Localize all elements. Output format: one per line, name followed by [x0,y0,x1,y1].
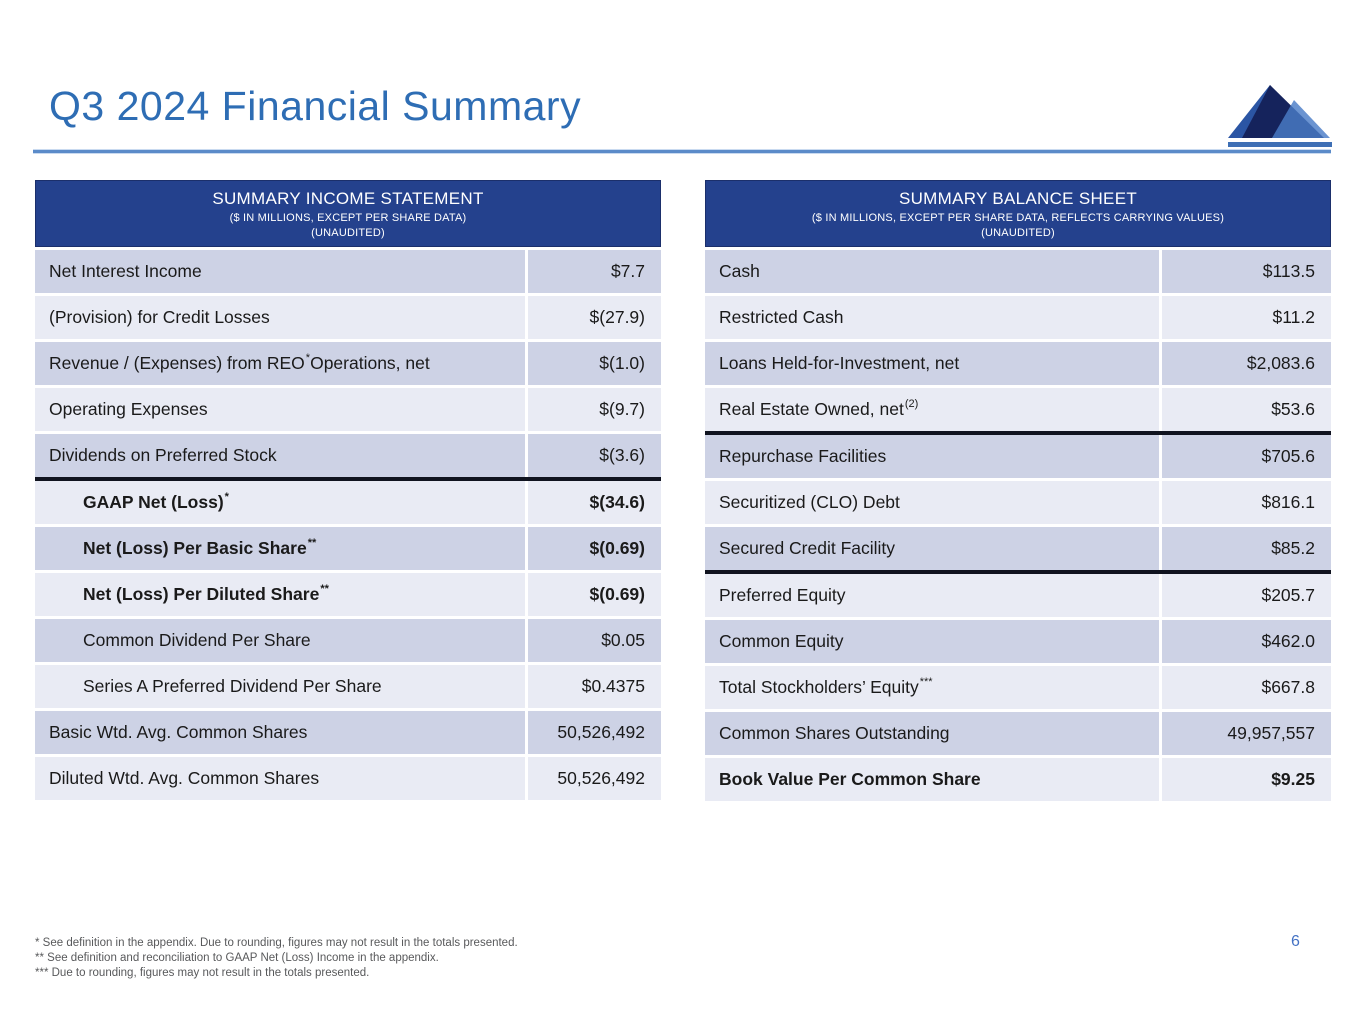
table-row [705,435,1331,478]
table-row [705,527,1331,570]
row-label: (Provision) for Credit Losses [35,296,525,339]
row-label: Restricted Cash [705,296,1159,339]
footnote-line: ** See definition and reconciliation to GAAP Net (Loss) Income in the appendix. [35,952,439,964]
table-row [705,666,1331,709]
row-value: 50,526,492 [528,757,661,800]
table-row [35,296,661,339]
title-divider [33,150,1331,153]
table-row [705,296,1331,339]
row-label: Basic Wtd. Avg. Common Shares [35,711,525,754]
table-header-subtitle: (UNAUDITED) [981,226,1055,239]
row-label: Revenue / (Expenses) from REO * Operations, net [35,342,525,385]
row-label: Repurchase Facilities [705,435,1159,478]
row-label: Net (Loss) Per Diluted Share ** [35,573,525,616]
row-label: Diluted Wtd. Avg. Common Shares [35,757,525,800]
row-label: GAAP Net (Loss) * [35,481,525,524]
table-row [35,711,661,754]
table-row [705,574,1331,617]
balance-sheet-table [705,180,1331,801]
table-row [35,527,661,570]
row-label: Net (Loss) Per Basic Share ** [35,527,525,570]
row-label: Common Dividend Per Share [35,619,525,662]
footnote-line: * See definition in the appendix. Due to rounding, figures may not result in the totals presented. [35,937,518,949]
row-label: Net Interest Income [35,250,525,293]
row-label: Real Estate Owned, net $^{(2)}$ [705,388,1159,431]
table-row [705,758,1331,801]
table-row [705,481,1331,524]
row-value: $(34.6) [528,481,661,524]
row-value: $667.8 [1162,666,1331,709]
row-value: $85.2 [1162,527,1331,570]
row-value: $0.4375 [528,665,661,708]
row-label: Series A Preferred Dividend Per Share [35,665,525,708]
row-value: $205.7 [1162,574,1331,617]
balance-table-body [705,250,1331,801]
table-header-title: SUMMARY BALANCE SHEET [898,188,1138,208]
table-row [35,342,661,385]
row-value: $11.2 [1162,296,1331,339]
row-value: $(1.0) [528,342,661,385]
row-label: Secured Credit Facility [705,527,1159,570]
row-label: Cash [705,250,1159,293]
row-value: $7.7 [528,250,661,293]
income-table-header [35,180,661,247]
row-value: $816.1 [1162,481,1331,524]
table-header-subtitle: ($ IN MILLIONS, EXCEPT PER SHARE DATA, REFLECTS CARRYING VALUES) [811,211,1225,224]
row-label: Common Equity [705,620,1159,663]
table-header-subtitle: (UNAUDITED) [311,226,385,239]
balance-table-header [705,180,1331,247]
row-value: $(27.9) [528,296,661,339]
row-label: Loans Held-for-Investment, net [705,342,1159,385]
table-row [35,250,661,293]
row-value: $462.0 [1162,620,1331,663]
footnotes [35,936,518,981]
row-label: Common Shares Outstanding [705,712,1159,755]
income-table-body [35,250,661,800]
table-row [35,665,661,708]
row-value: 50,526,492 [528,711,661,754]
row-value: $(0.69) [528,527,661,570]
row-value: $9.25 [1162,758,1331,801]
table-row [35,481,661,524]
row-value: $2,083.6 [1162,342,1331,385]
row-label: Operating Expenses [35,388,525,431]
table-row [35,573,661,616]
row-value: $53.6 [1162,388,1331,431]
row-label: Preferred Equity [705,574,1159,617]
table-row [705,388,1331,431]
table-row [35,757,661,800]
row-value: $(9.7) [528,388,661,431]
table-header-subtitle: ($ IN MILLIONS, EXCEPT PER SHARE DATA) [229,211,467,224]
row-value: $705.6 [1162,435,1331,478]
row-value: 49,957,557 [1162,712,1331,755]
table-header-title: SUMMARY INCOME STATEMENT [212,188,484,208]
income-statement-table [35,180,661,800]
table-row [705,342,1331,385]
mountain-logo-icon [1228,82,1332,148]
row-label: Dividends on Preferred Stock [35,434,525,477]
row-label: Book Value Per Common Share [705,758,1159,801]
table-row [35,388,661,431]
table-row [705,620,1331,663]
page-number: 6 [1291,933,1300,950]
page-title: Q3 2024 Financial Summary [49,83,582,129]
row-label: Securitized (CLO) Debt [705,481,1159,524]
table-row [705,250,1331,293]
row-value: $113.5 [1162,250,1331,293]
row-label: Total Stockholders’ Equity *** [705,666,1159,709]
footnote-line: *** Due to rounding, figures may not result in the totals presented. [35,967,370,979]
table-row [35,619,661,662]
row-value: $0.05 [528,619,661,662]
row-value: $(0.69) [528,573,661,616]
table-row [705,712,1331,755]
row-value: $(3.6) [528,434,661,477]
table-row [35,434,661,477]
